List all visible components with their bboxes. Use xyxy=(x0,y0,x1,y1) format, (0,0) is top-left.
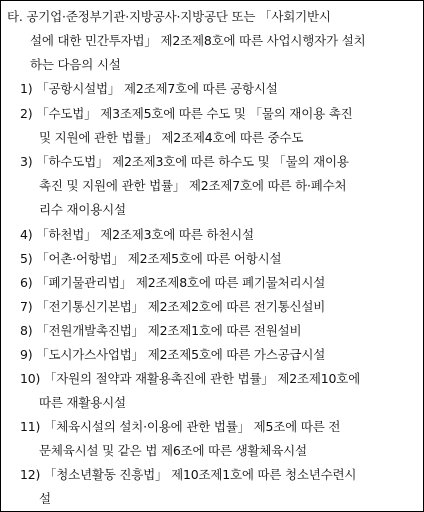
sub-item-6: 6) 「폐기물관리법」 제2조제8호에 따른 폐기물처리시설 xyxy=(20,275,326,290)
sub-item-2-line-1: 2) 「수도법」 제3조제5호에 따른 수도 및 「물의 재이용 촉진 xyxy=(20,106,353,121)
sub-item-12-line-2: 설 xyxy=(39,491,51,506)
sub-item-12-line-1: 12) 「청소년활동 진흥법」 제10조제1호에 따른 청소년수련시 xyxy=(20,467,357,482)
sub-item-8: 8) 「전원개발촉진법」 제2조제1호에 따른 전원설비 xyxy=(20,323,302,338)
sub-item-9: 9) 「도시가스사업법」 제2조제5호에 따른 가스공급시설 xyxy=(20,347,326,362)
sub-item-3-line-2: 촉진 및 지원에 관한 법률」 제2조제7호에 따른 하·폐수처 xyxy=(39,178,347,193)
sub-item-4: 4) 「하천법」 제2조제3호에 따른 하천시설 xyxy=(20,227,254,242)
item-ta-line-1: 타. 공기업·준정부기관·지방공사·지방공단 또는 「사회기반시 xyxy=(7,9,331,24)
item-ta-line-2: 설에 대한 민간투자법」 제2조제8호에 따른 사업시행자가 설치 xyxy=(30,33,366,48)
sub-item-1: 1) 「공항시설법」 제2조제7호에 따른 공항시설 xyxy=(20,81,278,96)
sub-item-10-line-1: 10) 「자원의 절약과 재활용촉진에 관한 법률」 제2조제10호에 xyxy=(20,371,361,386)
sub-item-11-line-2: 문체육시설 및 같은 법 제6조에 따른 생활체육시설 xyxy=(39,443,307,458)
sub-item-3-line-3: 리수 재이용시설 xyxy=(39,202,126,217)
sub-item-5: 5) 「어촌·어항법」 제2조제5호에 따른 어항시설 xyxy=(20,251,282,266)
item-ta-line-3: 하는 다음의 시설 xyxy=(30,57,121,72)
sub-item-7: 7) 「전기통신기본법」 제2조제2호에 따른 전기통신설비 xyxy=(20,299,326,314)
sub-item-3-line-1: 3) 「하수도법」 제2조제3호에 따른 하수도 및 「물의 재이용 xyxy=(20,154,349,169)
sub-item-10-line-2: 따른 재활용시설 xyxy=(39,395,126,410)
sub-item-2-line-2: 및 지원에 관한 법률」 제2조제4호에 따른 중수도 xyxy=(39,130,304,145)
sub-item-11-line-1: 11) 「체육시설의 설치·이용에 관한 법률」 제5조에 따른 전 xyxy=(20,419,341,434)
